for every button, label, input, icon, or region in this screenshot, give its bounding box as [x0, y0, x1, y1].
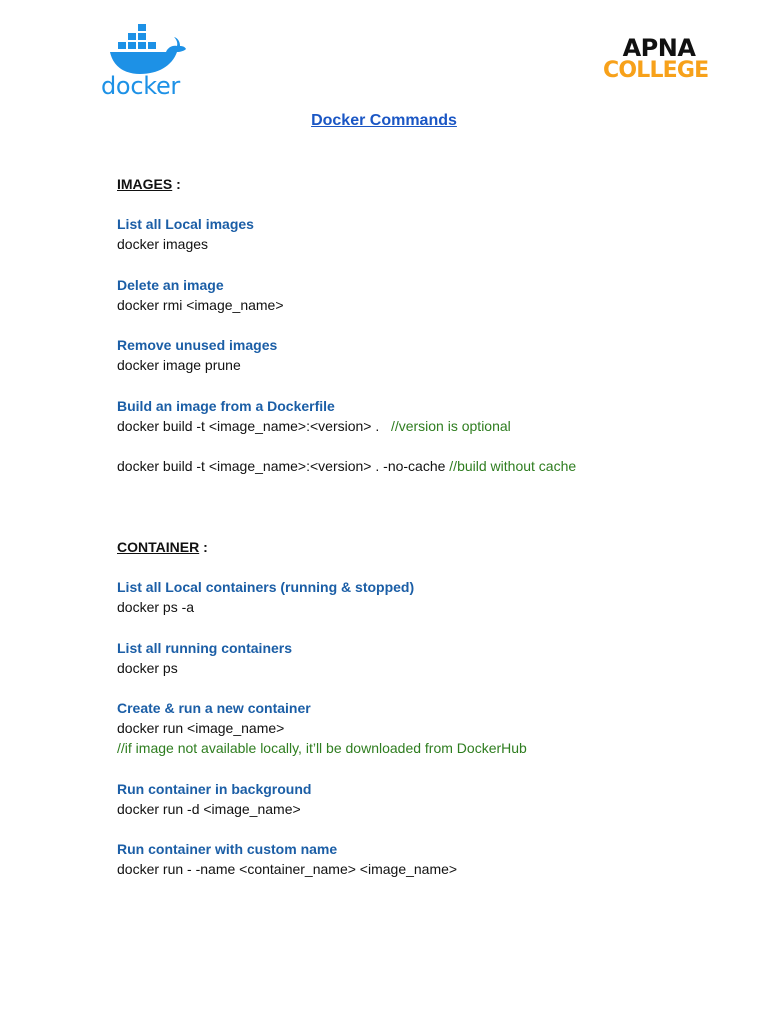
command-label: Run container with custom name [117, 841, 338, 857]
section-heading-suffix: : [199, 539, 208, 555]
command-label: Delete an image [117, 277, 224, 293]
section-heading-images [117, 175, 181, 193]
command-text: docker run - -name <container_name> <image_name> [117, 861, 458, 877]
command-text: docker ps -a [117, 599, 195, 615]
page-title: Docker Commands [311, 112, 457, 129]
command-label: List all Local images [117, 216, 254, 232]
command-text: docker run -d <image_name> [117, 801, 301, 817]
command-label: List all Local containers (running & stopped) [117, 579, 415, 595]
command-comment: //version is optional [390, 418, 511, 434]
command-text: docker images [117, 236, 209, 252]
section-heading-container [117, 538, 208, 556]
command-text: docker image prune [117, 357, 241, 373]
command-text: docker rmi <image_name> [117, 297, 284, 313]
section-heading-suffix: : [172, 176, 181, 192]
docker-logo-text: docker [101, 72, 180, 100]
command-text: docker build -t <image_name>:<version> . -no-cache [117, 458, 450, 474]
command-label: Build an image from a Dockerfile [117, 398, 335, 414]
apna-college-logo [603, 36, 707, 82]
command-text: docker ps [117, 660, 178, 676]
command-label: Run container in background [117, 781, 312, 797]
section-heading-text: IMAGES [117, 176, 173, 192]
command-label: List all running containers [117, 640, 293, 656]
command-text: docker run <image_name> [117, 720, 285, 736]
command-label: Remove unused images [117, 337, 278, 353]
command-comment: //if image not available locally, it’ll be downloaded from DockerHub [117, 740, 527, 756]
apna-logo-top: APNA [622, 34, 696, 62]
command-line [117, 457, 576, 475]
command-label: Create & run a new container [117, 700, 311, 716]
command-line [117, 417, 511, 435]
section-heading-text: CONTAINER [117, 539, 200, 555]
command-text: docker build -t <image_name>:<version> . [117, 418, 391, 434]
command-comment: //build without cache [449, 458, 577, 474]
apna-logo-bottom: COLLEGE [603, 58, 709, 83]
